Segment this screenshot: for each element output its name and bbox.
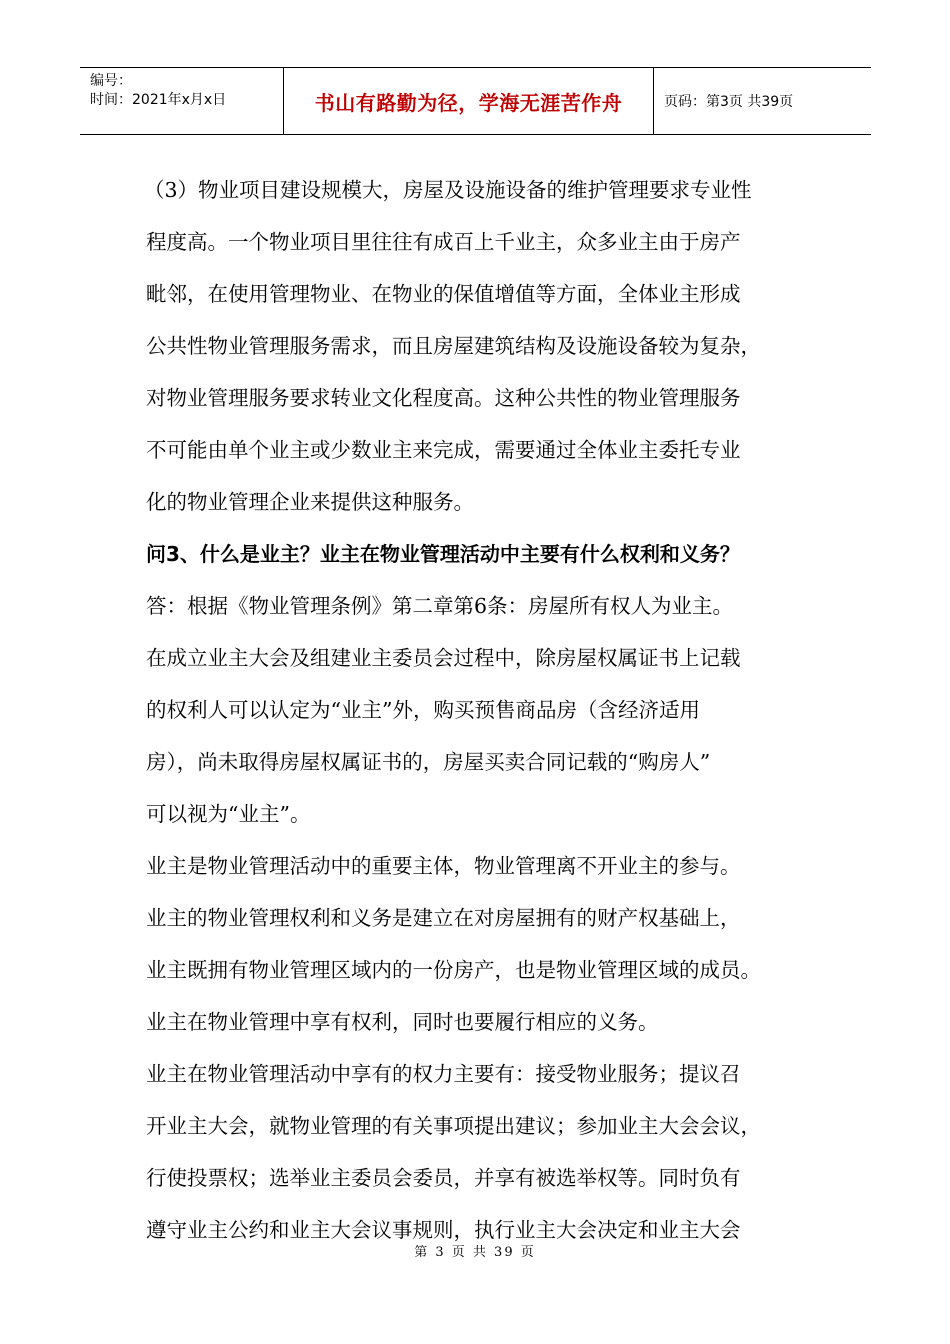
answer-line: 可以视为“业主”。 (146, 802, 311, 826)
header-left-cell (80, 68, 283, 134)
header-motto-cell (283, 68, 654, 134)
page-footer: 第 3 页 共 39 页 (414, 1245, 536, 1260)
answer-line: 遵守业主公约和业主大会议事规则，执行业主大会决定和业主大会 (146, 1218, 741, 1242)
header-table (80, 67, 871, 135)
body-line: 对物业管理服务要求转业文化程度高。这种公共性的物业管理服务 (146, 386, 741, 410)
serial-label: 编号： (90, 73, 132, 89)
answer-line: 业主既拥有物业管理区域内的一份房产，也是物业管理区域的成员。 (146, 958, 761, 982)
answer-line: 业主的物业管理权利和义务是建立在对房屋拥有的财产权基础上， (146, 906, 741, 930)
answer-line: 业主在物业管理活动中享有的权力主要有：接受物业服务；提议召 (146, 1062, 741, 1086)
answer-line: 业主在物业管理中享有权利，同时也要履行相应的义务。 (146, 1010, 659, 1034)
answer-line: 房），尚未取得房屋权属证书的，房屋买卖合同记载的“购房人” (146, 750, 711, 774)
body-line: 不可能由单个业主或少数业主来完成，需要通过全体业主委托专业 (146, 438, 741, 462)
header-page-cell (654, 68, 871, 134)
body-line: 化的物业管理企业来提供这种服务。 (146, 490, 474, 514)
body-line: 程度高。一个物业项目里往往有成百上千业主，众多业主由于房产 (146, 230, 741, 254)
answer-line: 在成立业主大会及组建业主委员会过程中，除房屋权属证书上记载 (146, 646, 741, 670)
time-label: 时间：2021年x月x日 (90, 92, 227, 108)
answer-line: 开业主大会，就物业管理的有关事项提出建议；参加业主大会会议， (146, 1114, 761, 1138)
page-info: 页码：第3页 共39页 (664, 94, 794, 110)
body-line: （3）物业项目建设规模大，房屋及设施设备的维护管理要求专业性 (144, 178, 752, 202)
answer-line: 的权利人可以认定为“业主”外，购买预售商品房（含经济适用 (146, 698, 700, 722)
answer-line: 行使投票权；选举业主委员会委员，并享有被选举权等。同时负有 (146, 1166, 741, 1190)
question-heading: 问3、什么是业主？业主在物业管理活动中主要有什么权利和义务？ (146, 542, 740, 566)
body-line: 毗邻，在使用管理物业、在物业的保值增值等方面，全体业主形成 (146, 282, 741, 306)
answer-line: 答：根据《物业管理条例》第二章第6条：房屋所有权人为业主。 (146, 594, 734, 618)
motto: 书山有路勤为径，学海无涯苦作舟 (314, 90, 623, 115)
document-body (146, 164, 810, 1256)
body-line: 公共性物业管理服务需求，而且房屋建筑结构及设施设备较为复杂， (146, 334, 761, 358)
answer-line: 业主是物业管理活动中的重要主体，物业管理离不开业主的参与。 (146, 854, 741, 878)
